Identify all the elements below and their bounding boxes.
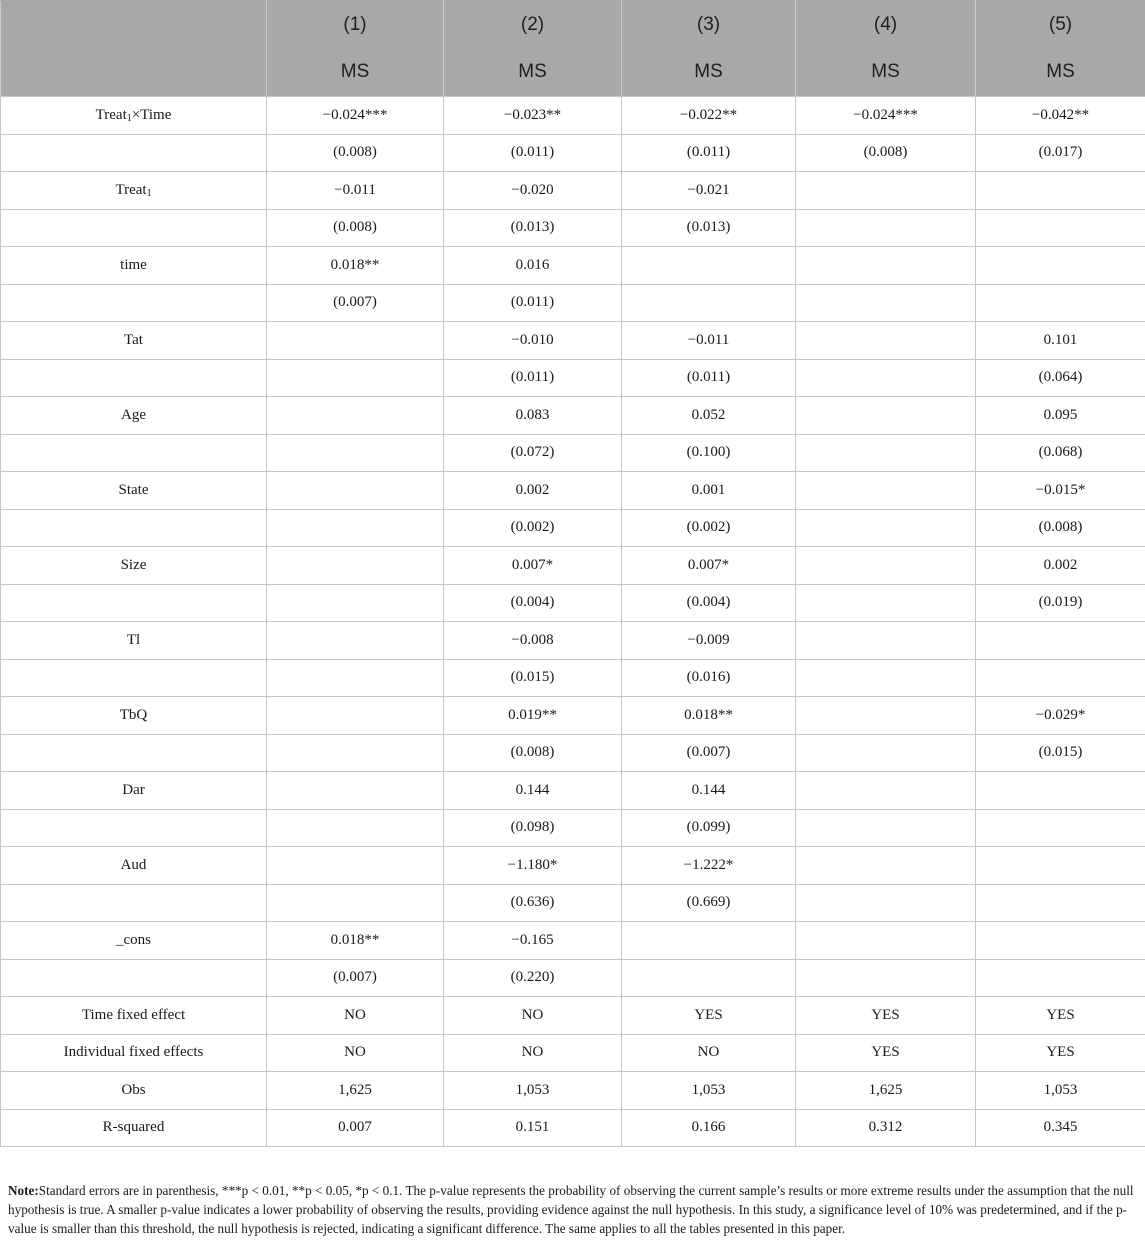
table-cell — [976, 809, 1145, 847]
table-cell: 0.095 — [976, 397, 1145, 435]
row-label: Tl — [126, 631, 141, 648]
table-row-coefficient — [1, 97, 1145, 135]
table-cell — [796, 959, 976, 997]
table-row-coefficient — [1, 1072, 1145, 1110]
table-row-standard-error — [1, 884, 1145, 922]
table-cell: 0.002 — [444, 472, 622, 510]
table-cell — [267, 734, 444, 772]
table-cell: −0.020 — [444, 172, 622, 210]
header-model-number: (1) — [267, 1, 444, 49]
table-cell: (0.002) — [622, 509, 796, 547]
header-dependent-variable: MS — [976, 49, 1145, 97]
header-dependent-variable: MS — [444, 49, 622, 97]
table-row-standard-error — [1, 434, 1145, 472]
table-cell — [622, 922, 796, 960]
table-cell — [976, 959, 1145, 997]
table-cell — [796, 397, 976, 435]
note-label: Note: — [8, 1183, 39, 1198]
table-cell: −1.222* — [622, 847, 796, 885]
row-label-cell — [1, 697, 267, 735]
table-cell: 0.018** — [267, 922, 444, 960]
table-cell — [796, 547, 976, 585]
table-row-coefficient — [1, 547, 1145, 585]
table-row-coefficient — [1, 397, 1145, 435]
row-label: TbQ — [119, 706, 148, 723]
row-label-cell — [1, 284, 267, 322]
table-cell: (0.007) — [267, 284, 444, 322]
table-cell: (0.004) — [622, 584, 796, 622]
row-label-cell — [1, 884, 267, 922]
table-cell — [267, 397, 444, 435]
table-cell — [267, 697, 444, 735]
header-row-model-numbers — [1, 1, 1145, 49]
row-label-cell — [1, 622, 267, 660]
table-cell — [796, 659, 976, 697]
table-cell: (0.636) — [444, 884, 622, 922]
table-cell: −0.022** — [622, 97, 796, 135]
table-cell — [976, 847, 1145, 885]
table-cell: 0.001 — [622, 472, 796, 510]
table-cell: 0.083 — [444, 397, 622, 435]
row-label-subscript: 1 — [126, 112, 132, 124]
row-label-subscript: 1 — [146, 187, 152, 199]
row-label: Treat — [115, 181, 147, 198]
table-cell: (0.100) — [622, 434, 796, 472]
table-cell: −0.011 — [622, 322, 796, 360]
row-label: Dar — [122, 781, 145, 798]
table-cell — [267, 472, 444, 510]
table-cell — [796, 847, 976, 885]
table-row-standard-error — [1, 734, 1145, 772]
table-header — [1, 1, 1145, 97]
table-cell: (0.008) — [267, 134, 444, 172]
table-cell: −0.011 — [267, 172, 444, 210]
row-label-cell — [1, 547, 267, 585]
header-model-number: (3) — [622, 1, 796, 49]
row-label-cell — [1, 1109, 267, 1147]
table-cell: YES — [976, 997, 1145, 1035]
table-cell — [976, 172, 1145, 210]
table-row-coefficient — [1, 697, 1145, 735]
table-cell: 0.007* — [444, 547, 622, 585]
table-row-coefficient — [1, 172, 1145, 210]
table-cell: (0.017) — [976, 134, 1145, 172]
row-label: State — [118, 481, 149, 498]
table-cell: NO — [444, 1034, 622, 1072]
row-label-cell — [1, 584, 267, 622]
row-label-cell — [1, 134, 267, 172]
table-row-coefficient — [1, 997, 1145, 1035]
row-label-cell — [1, 509, 267, 547]
row-label: Age — [121, 406, 146, 423]
header-dependent-variable: MS — [622, 49, 796, 97]
table-cell: 0.018** — [267, 247, 444, 285]
header-model-number: (4) — [796, 1, 976, 49]
row-label-cell — [1, 1034, 267, 1072]
table-cell: (0.008) — [796, 134, 976, 172]
row-label: R-squared — [102, 1119, 165, 1136]
table-cell — [796, 509, 976, 547]
table-note — [8, 1181, 1138, 1238]
table-cell: (0.007) — [622, 734, 796, 772]
row-label-cell — [1, 397, 267, 435]
row-label-suffix: ×Time — [131, 106, 172, 123]
table-cell: (0.013) — [444, 209, 622, 247]
table-cell: (0.669) — [622, 884, 796, 922]
table-cell: −0.010 — [444, 322, 622, 360]
table-cell: 1,053 — [976, 1072, 1145, 1110]
table-cell: 0.101 — [976, 322, 1145, 360]
row-label-cell — [1, 734, 267, 772]
table-cell — [796, 922, 976, 960]
table-row-coefficient — [1, 247, 1145, 285]
table-cell: (0.013) — [622, 209, 796, 247]
table-row-coefficient — [1, 472, 1145, 510]
table-cell: NO — [267, 1034, 444, 1072]
table-cell: −0.024*** — [267, 97, 444, 135]
note-text: Standard errors are in parenthesis, ***p < 0.01, **p < 0.05, *p < 0.1. The p-value represents the probability of observing the current sample’s results or more extreme results under the assumption that the null hypothesis is true. A smaller p-value indicates a lower probability of observing the results, providing evidence against the null hypothesis. In this study, a significance level of 10% was predetermined, and if the p-value is smaller than this threshold, the null hypothesis is rejected, indicating a significant difference. The same applies to all the tables presented in this paper. — [8, 1183, 1134, 1236]
table-row-standard-error — [1, 284, 1145, 322]
table-cell: 0.052 — [622, 397, 796, 435]
table-cell — [267, 322, 444, 360]
row-label-cell — [1, 809, 267, 847]
table-cell — [796, 209, 976, 247]
table-row-coefficient — [1, 772, 1145, 810]
table-cell — [796, 472, 976, 510]
table-cell: 0.144 — [444, 772, 622, 810]
header-model-number: (5) — [976, 1, 1145, 49]
table-body — [1, 97, 1145, 1147]
table-cell — [267, 359, 444, 397]
table-cell: (0.072) — [444, 434, 622, 472]
table-cell — [267, 434, 444, 472]
table-cell: −1.180* — [444, 847, 622, 885]
row-label-cell — [1, 172, 267, 210]
table-cell: −0.165 — [444, 922, 622, 960]
table-cell: 0.007* — [622, 547, 796, 585]
table-cell: YES — [976, 1034, 1145, 1072]
table-cell — [796, 584, 976, 622]
table-cell — [976, 209, 1145, 247]
table-cell: 1,625 — [267, 1072, 444, 1110]
table-cell: −0.042** — [976, 97, 1145, 135]
table-cell: 0.144 — [622, 772, 796, 810]
table-row-standard-error — [1, 134, 1145, 172]
table-cell: NO — [622, 1034, 796, 1072]
row-label-cell — [1, 847, 267, 885]
row-label: _cons — [116, 931, 151, 948]
table-cell — [976, 284, 1145, 322]
table-cell: 0.166 — [622, 1109, 796, 1147]
table-cell — [622, 284, 796, 322]
table-cell: (0.016) — [622, 659, 796, 697]
row-label: Treat — [95, 106, 127, 123]
table-row-coefficient — [1, 322, 1145, 360]
table-cell — [976, 922, 1145, 960]
table-cell: −0.021 — [622, 172, 796, 210]
table-cell — [267, 809, 444, 847]
table-cell — [796, 284, 976, 322]
row-label-cell — [1, 922, 267, 960]
table-cell: 1,053 — [622, 1072, 796, 1110]
row-label-cell — [1, 209, 267, 247]
table-cell: 0.151 — [444, 1109, 622, 1147]
row-label: Time fixed effect — [81, 1006, 186, 1023]
table-cell: (0.007) — [267, 959, 444, 997]
table-cell: (0.015) — [976, 734, 1145, 772]
table-row-standard-error — [1, 584, 1145, 622]
table-cell: NO — [444, 997, 622, 1035]
header-dependent-variable: MS — [267, 49, 444, 97]
table-cell — [622, 247, 796, 285]
table-row-coefficient — [1, 1034, 1145, 1072]
table-cell: 1,053 — [444, 1072, 622, 1110]
table-cell — [796, 434, 976, 472]
row-label: time — [120, 256, 147, 273]
table-cell: (0.008) — [976, 509, 1145, 547]
table-cell: (0.011) — [444, 284, 622, 322]
table-cell: −0.009 — [622, 622, 796, 660]
table-cell — [976, 772, 1145, 810]
table-cell: (0.011) — [622, 134, 796, 172]
table-cell: (0.011) — [622, 359, 796, 397]
row-label: Size — [120, 556, 147, 573]
row-label-cell — [1, 959, 267, 997]
table-row-coefficient — [1, 622, 1145, 660]
header-model-number: (2) — [444, 1, 622, 49]
row-label-cell — [1, 322, 267, 360]
table-cell: (0.011) — [444, 134, 622, 172]
table-row-standard-error — [1, 509, 1145, 547]
table-cell: −0.029* — [976, 697, 1145, 735]
table-cell: −0.023** — [444, 97, 622, 135]
table-cell: (0.011) — [444, 359, 622, 397]
header-dependent-variable: MS — [796, 49, 976, 97]
table-cell — [267, 547, 444, 585]
table-cell: (0.004) — [444, 584, 622, 622]
table-cell: (0.064) — [976, 359, 1145, 397]
row-label-cell — [1, 772, 267, 810]
table-cell — [622, 959, 796, 997]
table-cell — [796, 172, 976, 210]
table-row-standard-error — [1, 359, 1145, 397]
table-cell — [796, 247, 976, 285]
table-cell — [796, 322, 976, 360]
table-cell: (0.099) — [622, 809, 796, 847]
table-cell: (0.220) — [444, 959, 622, 997]
table-cell — [796, 697, 976, 735]
table-cell: (0.015) — [444, 659, 622, 697]
row-label-cell — [1, 434, 267, 472]
row-label-cell — [1, 997, 267, 1035]
table-cell — [267, 509, 444, 547]
table-cell: −0.015* — [976, 472, 1145, 510]
table-cell: (0.019) — [976, 584, 1145, 622]
table-cell: 0.312 — [796, 1109, 976, 1147]
table-cell: 0.002 — [976, 547, 1145, 585]
table-row-coefficient — [1, 847, 1145, 885]
table-cell: NO — [267, 997, 444, 1035]
table-cell — [976, 884, 1145, 922]
row-label: Obs — [121, 1081, 146, 1098]
table-cell — [976, 659, 1145, 697]
table-cell: 0.007 — [267, 1109, 444, 1147]
table-cell: (0.008) — [267, 209, 444, 247]
table-cell — [267, 622, 444, 660]
header-stub-cell — [1, 49, 267, 97]
table-cell — [267, 659, 444, 697]
table-row-standard-error — [1, 959, 1145, 997]
row-label: Tat — [124, 331, 143, 348]
table-cell: −0.024*** — [796, 97, 976, 135]
table-cell: YES — [796, 1034, 976, 1072]
row-label: Aud — [120, 856, 147, 873]
table-row-standard-error — [1, 659, 1145, 697]
table-cell: 0.019** — [444, 697, 622, 735]
header-stub-cell — [1, 1, 267, 49]
table-cell — [267, 584, 444, 622]
row-label-cell — [1, 1072, 267, 1110]
table-cell: 1,625 — [796, 1072, 976, 1110]
table-cell — [267, 847, 444, 885]
table-cell — [796, 809, 976, 847]
table-cell — [796, 734, 976, 772]
table-row-standard-error — [1, 209, 1145, 247]
table-row-coefficient — [1, 922, 1145, 960]
table-cell: (0.068) — [976, 434, 1145, 472]
row-label-cell — [1, 472, 267, 510]
table-cell — [267, 884, 444, 922]
table-cell: −0.008 — [444, 622, 622, 660]
table-cell — [796, 622, 976, 660]
table-cell: YES — [796, 997, 976, 1035]
row-label-cell — [1, 659, 267, 697]
table-cell: (0.008) — [444, 734, 622, 772]
table-row-coefficient — [1, 1109, 1145, 1147]
table-cell — [796, 884, 976, 922]
table-cell: YES — [622, 997, 796, 1035]
table-cell — [796, 359, 976, 397]
table-cell: 0.345 — [976, 1109, 1145, 1147]
table-cell: 0.018** — [622, 697, 796, 735]
table-row-standard-error — [1, 809, 1145, 847]
table-cell — [267, 772, 444, 810]
row-label-cell — [1, 97, 267, 135]
table-cell: (0.002) — [444, 509, 622, 547]
row-label: Individual fixed effects — [63, 1044, 204, 1061]
table-cell — [976, 622, 1145, 660]
table-cell — [976, 247, 1145, 285]
row-label-cell — [1, 247, 267, 285]
table-cell — [796, 772, 976, 810]
table-cell: (0.098) — [444, 809, 622, 847]
header-row-dependent-variables — [1, 49, 1145, 97]
table-cell: 0.016 — [444, 247, 622, 285]
row-label-cell — [1, 359, 267, 397]
